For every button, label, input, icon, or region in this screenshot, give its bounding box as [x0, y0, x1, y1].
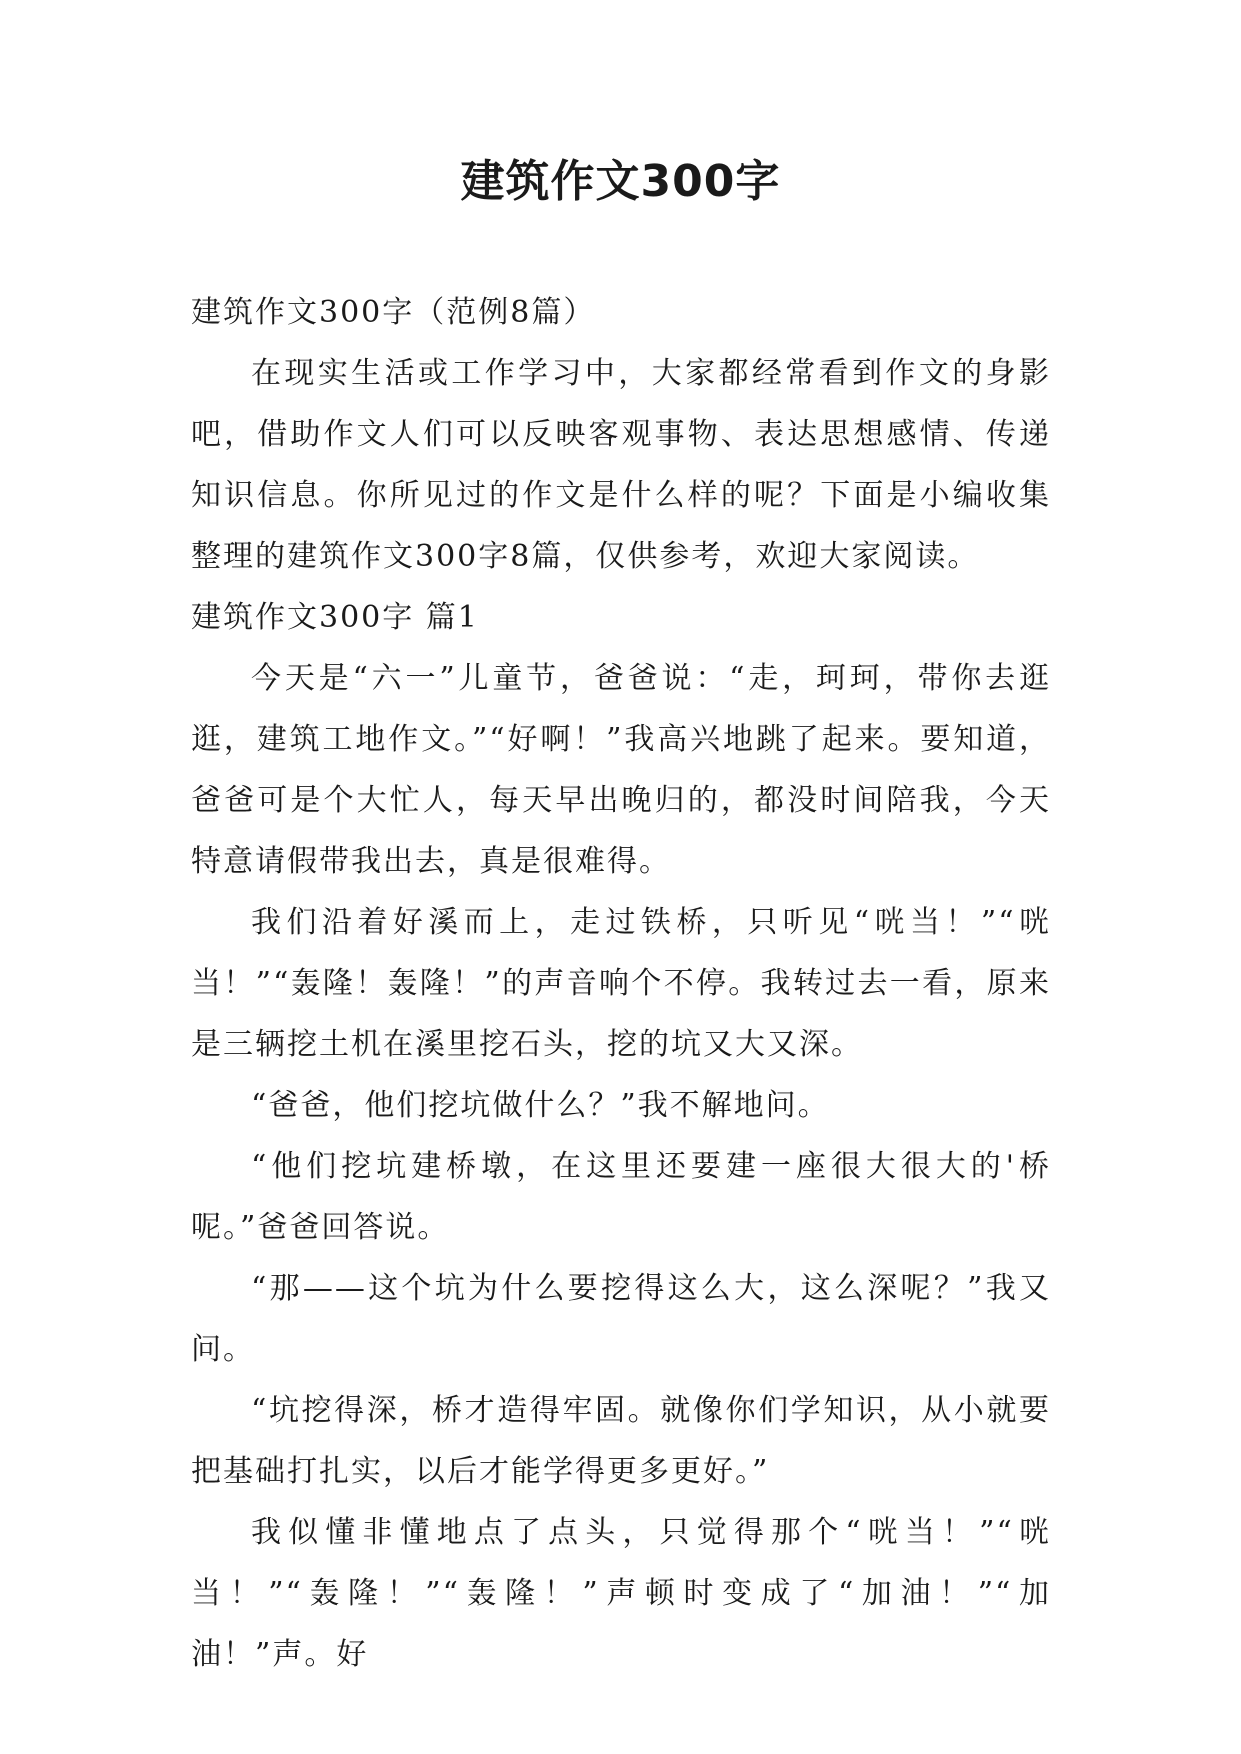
- section-heading: 建筑作文300字 篇1: [191, 600, 479, 635]
- intro-paragraph: 在现实生活或工作学习中，大家都经常看到作文的身影吧，借助作文人们可以反映客观事物、表达思想感情、传递知识信息。你所见过的作文是什么样的呢？下面是小编收集整理的建筑作文300字8篇，仅供参考，欢迎大家阅读。: [191, 356, 1051, 574]
- document-title: 建筑作文300字: [460, 156, 781, 207]
- body-paragraph: “那——这个坑为什么要挖得这么大，这么深呢？”我又问。: [191, 1271, 1051, 1367]
- body-paragraph: “爸爸，他们挖坑做什么？”我不解地问。: [251, 1088, 830, 1123]
- body-paragraph: “坑挖得深，桥才造得牢固。就像你们学知识，从小就要把基础打扎实，以后才能学得更多更好。”: [191, 1393, 1051, 1489]
- body-paragraph: 我似懂非懂地点了点头，只觉得那个“咣当！”“咣当！”“轰隆！”“轰隆！”声顿时变成了“加油！”“加油！”声。好: [191, 1515, 1051, 1672]
- document-subtitle: 建筑作文300字（范例8篇）: [191, 295, 596, 330]
- document-body: [191, 282, 1051, 1685]
- body-paragraph: 今天是“六一”儿童节，爸爸说：“走，珂珂，带你去逛逛，建筑工地作文。”“好啊！”我高兴地跳了起来。要知道，爸爸可是个大忙人，每天早出晚归的，都没时间陪我，今天特意请假带我出去，真是很难得。: [191, 661, 1051, 879]
- body-paragraph: 我们沿着好溪而上，走过铁桥，只听见“咣当！”“咣当！”“轰隆！轰隆！”的声音响个不停。我转过去一看，原来是三辆挖土机在溪里挖石头，挖的坑又大又深。: [191, 905, 1051, 1062]
- body-paragraph: “他们挖坑建桥墩，在这里还要建一座很大很大的'桥呢。”爸爸回答说。: [191, 1149, 1051, 1245]
